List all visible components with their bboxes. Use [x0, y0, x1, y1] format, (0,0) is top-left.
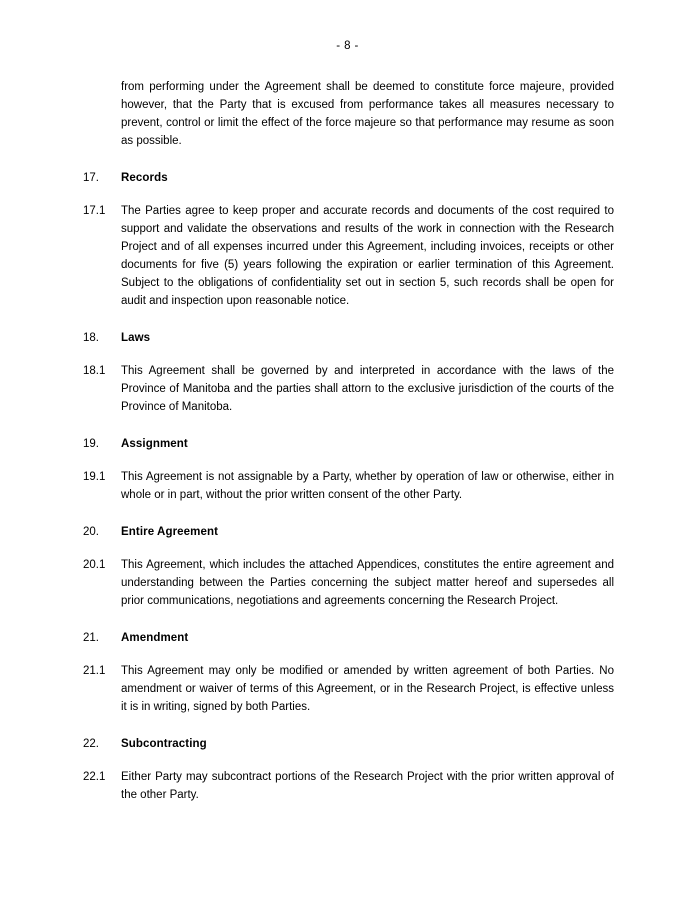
section-number: 21. [83, 632, 99, 644]
clause-17-1 [83, 202, 614, 310]
clause-19-1 [83, 468, 614, 504]
section-number: 18. [83, 332, 99, 344]
section-heading [83, 735, 614, 753]
continuation-paragraph: from performing under the Agreement shall be deemed to constitute force majeure, provided however, that the Party that is excused from performance takes all measures necessary to prevent, control or limit the effect of the force majeure so that performance may resume as soon as possible. [121, 81, 614, 147]
section-title: Laws [121, 332, 151, 344]
page-number-header: - 8 - [336, 40, 359, 52]
section-22 [83, 735, 614, 804]
section-heading [83, 523, 614, 541]
section-number: 17. [83, 172, 99, 184]
section-title: Assignment [121, 438, 188, 450]
section-title: Records [121, 172, 168, 184]
section-17 [83, 169, 614, 310]
clause-text: This Agreement shall be governed by and interpreted in accordance with the laws of the Province of Manitoba and the parties shall attorn to the exclusive jurisdiction of the courts of the Province of Manitoba. [121, 365, 614, 413]
sections-container [83, 169, 614, 804]
section-number: 19. [83, 438, 99, 450]
clause-number: 21.1 [83, 665, 106, 677]
clause-number: 20.1 [83, 559, 106, 571]
section-title: Entire Agreement [121, 526, 219, 538]
clause-22-1 [83, 768, 614, 804]
section-18 [83, 329, 614, 416]
section-heading [83, 169, 614, 187]
clause-number: 22.1 [83, 771, 106, 783]
clause-number: 18.1 [83, 365, 106, 377]
section-number: 20. [83, 526, 99, 538]
clause-text: The Parties agree to keep proper and accurate records and documents of the cost required to support and validate the observations and results of the work in connection with the Research Project and of all expenses incurred under this Agreement, including invoices, receipts or other documents for five (5) years following the expiration or earlier termination of this Agreement. Subject to the obligations of confidentiality set out in section 5, such records shall be open for audit and inspection upon reasonable notice. [121, 205, 614, 307]
section-heading [83, 329, 614, 347]
clause-number: 19.1 [83, 471, 106, 483]
section-title: Subcontracting [121, 738, 207, 750]
clause-number: 17.1 [83, 205, 106, 217]
clause-text: Either Party may subcontract portions of the Research Project with the prior written approval of the other Party. [121, 771, 614, 801]
document-body [83, 78, 614, 804]
section-heading [83, 435, 614, 453]
clause-20-1 [83, 556, 614, 610]
clause-text: This Agreement is not assignable by a Party, whether by operation of law or otherwise, either in whole or in part, without the prior written consent of the other Party. [121, 471, 614, 501]
clause-text: This Agreement may only be modified or amended by written agreement of both Parties. No amendment or waiver of terms of this Agreement, or in the Research Project, is effective unless it is in writing, signed by both Parties. [121, 665, 614, 713]
section-heading [83, 629, 614, 647]
clause-18-1 [83, 362, 614, 416]
section-19 [83, 435, 614, 504]
clause-21-1 [83, 662, 614, 716]
section-title: Amendment [121, 632, 189, 644]
section-20 [83, 523, 614, 610]
section-number: 22. [83, 738, 99, 750]
section-21 [83, 629, 614, 716]
clause-text: This Agreement, which includes the attached Appendices, constitutes the entire agreement and understanding between the Parties concerning the subject matter hereof and supersedes all prior communications, negotiations and agreements concerning the Research Project. [121, 559, 614, 607]
